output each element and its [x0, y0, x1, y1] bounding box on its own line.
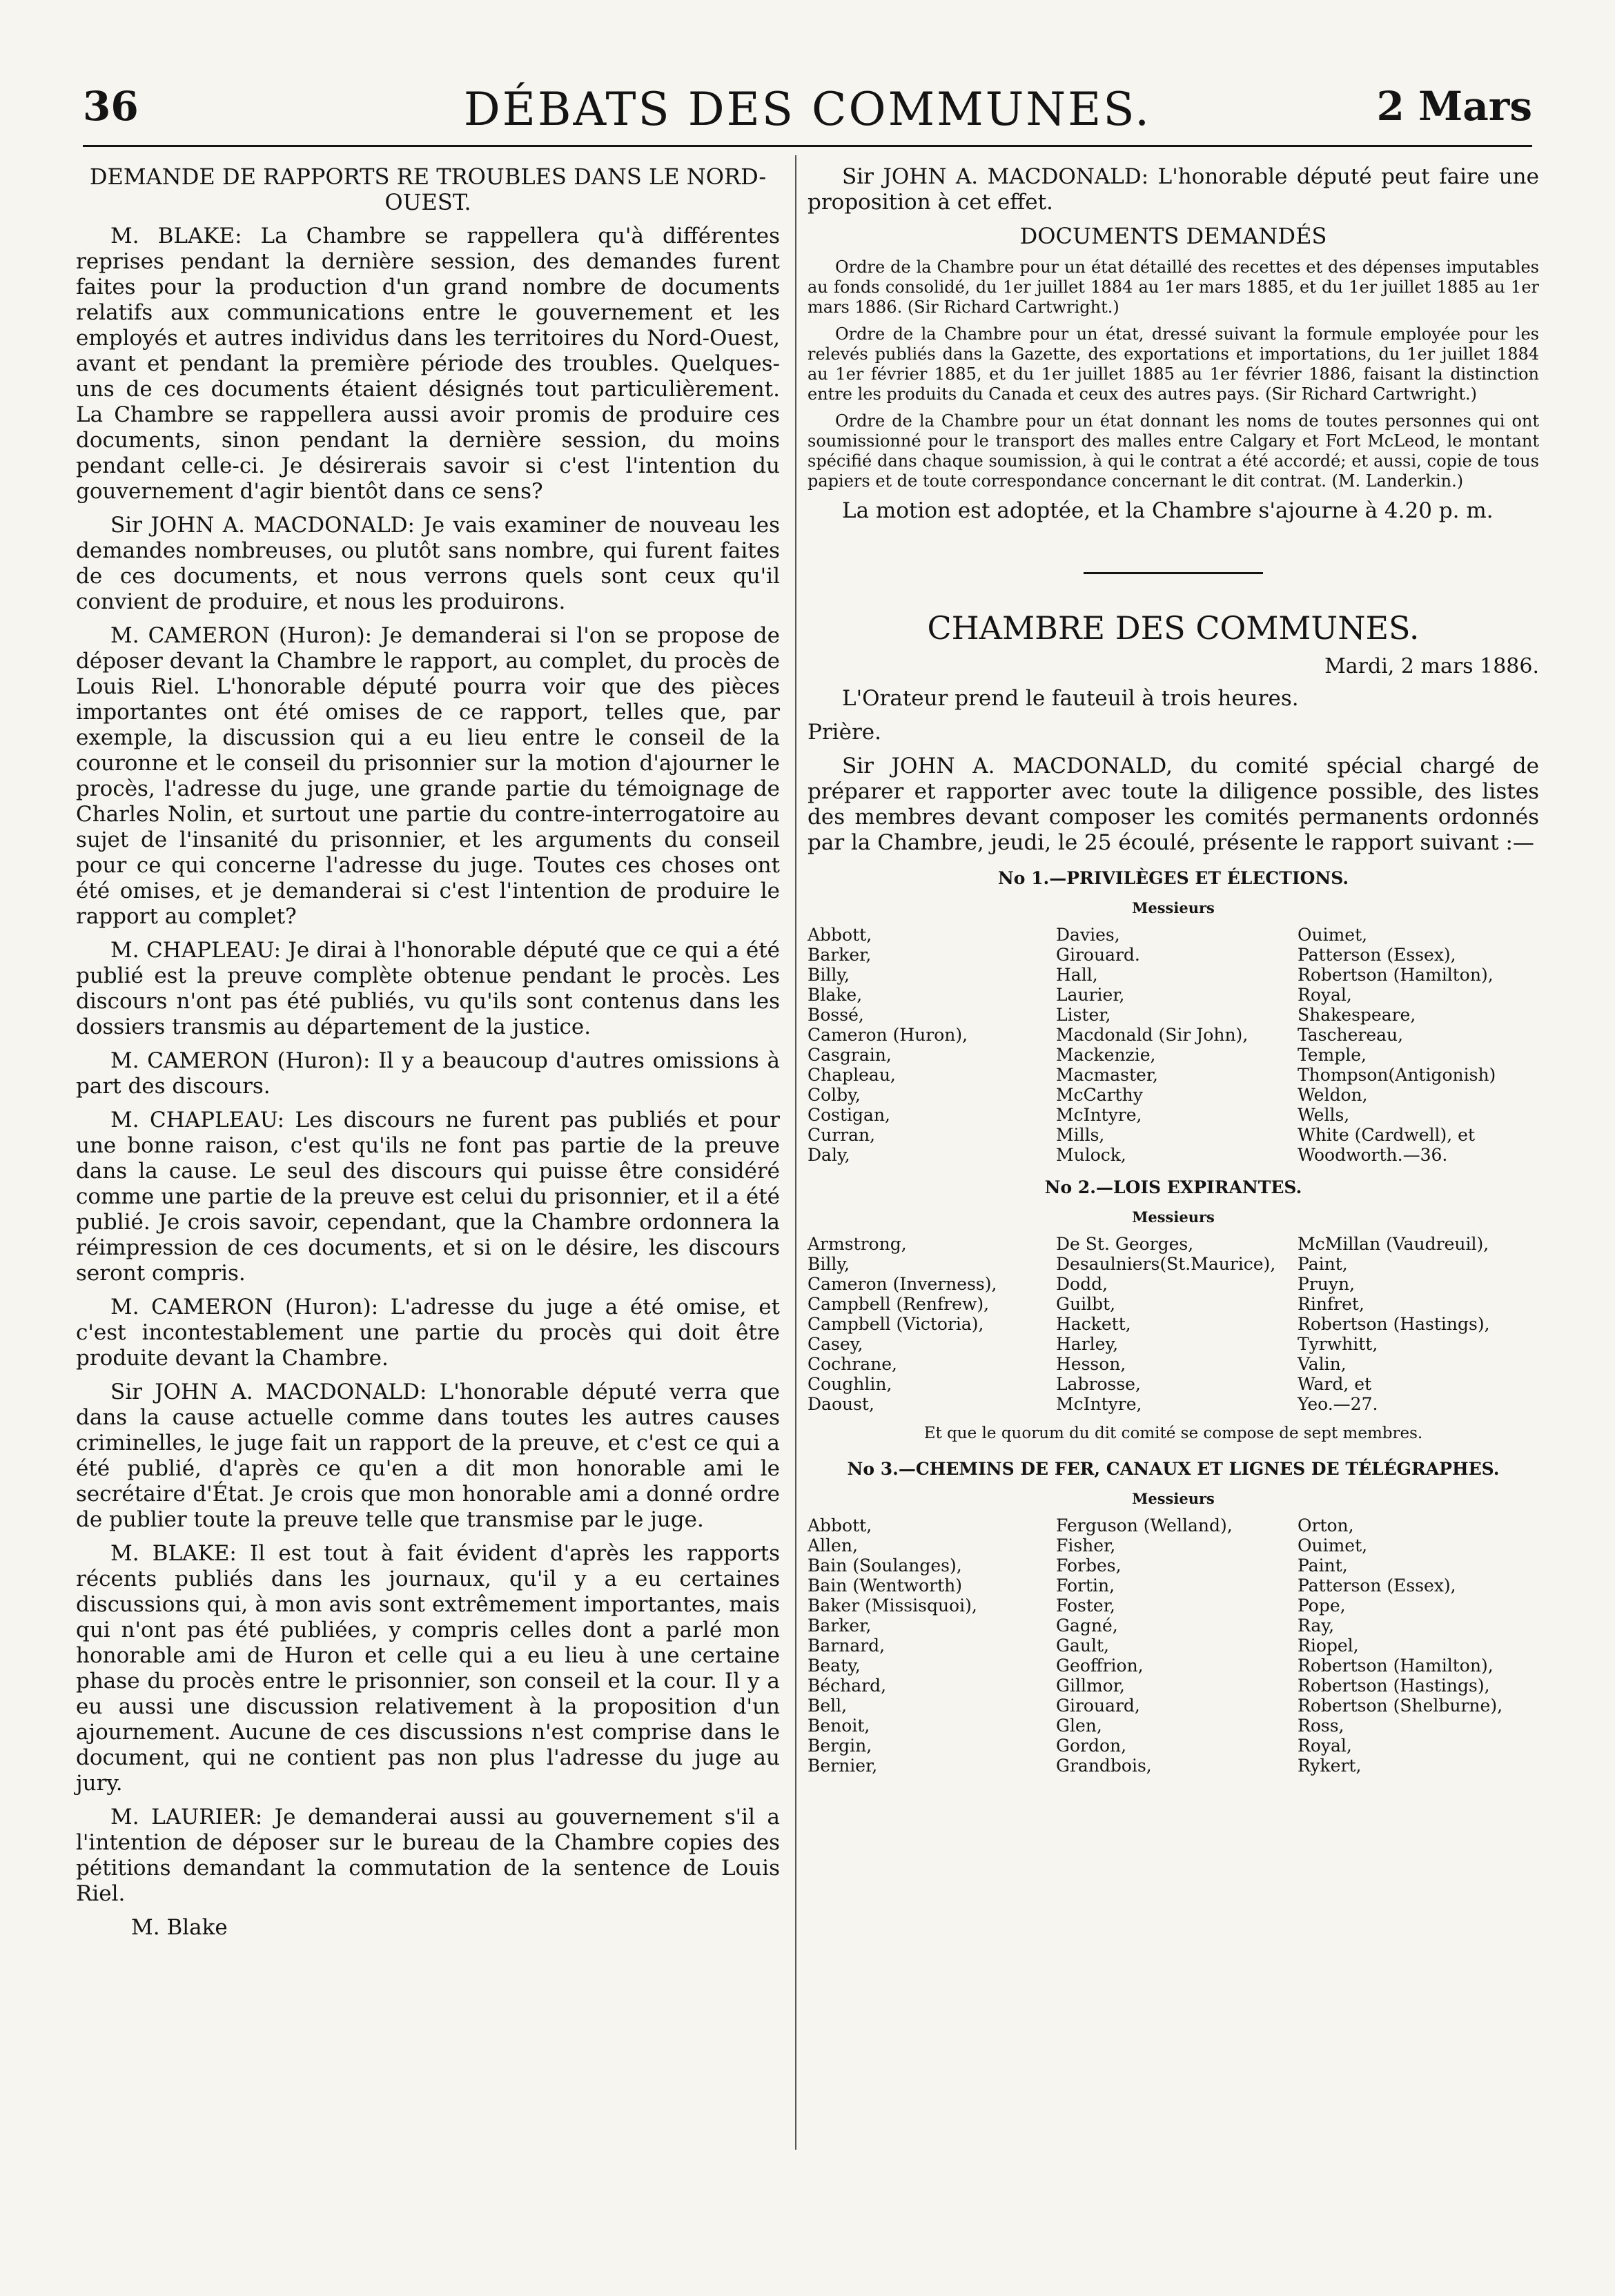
paragraph: M. CAMERON (Huron): Je demanderai si l'on se propose de déposer devant la Chambre le rapport, au complet, du procès de Louis Riel. L'honorable député pourra voir que des pièces importantes ont été omises de ce rapport, telles que, par exemple, la discussion qui a eu lieu entre le conseil de la couronne et le conseil du prisonnier sur la motion d'ajourner le procès, l'adresse du juge, une grande partie du témoignage de Charles Nolin, et surtout une partie du contre-interrogatoire au sujet de l'insanité du prisonnier, et les arguments du conseil pour ce qui concerne l'adresse du juge. Toutes ces choses ont été omises, et je demanderai si c'est l'intention de produire le rapport au complet? [76, 623, 780, 929]
member-name: Patterson (Essex), [1298, 945, 1456, 965]
member-name: Davies, [1056, 925, 1120, 945]
member-name: McIntyre, [1056, 1105, 1142, 1125]
left-column [76, 164, 780, 1941]
member-name: Hesson, [1056, 1354, 1126, 1374]
member-name: Foster, [1056, 1596, 1115, 1616]
member-name: Patterson (Essex), [1298, 1576, 1456, 1596]
member-name: Glen, [1056, 1716, 1102, 1736]
member-name: Riopel, [1298, 1636, 1359, 1656]
member-name: Barker, [808, 1616, 872, 1636]
member-name: Colby, [808, 1085, 861, 1105]
page-header [83, 83, 1532, 138]
member-name: Daoust, [808, 1394, 874, 1414]
committee-title: No 1.—PRIVILÈGES ET ÉLECTIONS. [997, 868, 1349, 888]
member-name: Ferguson (Welland), [1056, 1515, 1233, 1535]
member-name: Macmaster, [1056, 1065, 1158, 1085]
member-name: Hall, [1056, 965, 1098, 985]
member-name: Harley, [1056, 1334, 1119, 1354]
member-name: Armstrong, [808, 1234, 907, 1254]
member-name: McIntyre, [1056, 1394, 1142, 1414]
paragraph: Sir JOHN A. MACDONALD: L'honorable député verra que dans la cause actuelle comme dans toutes les autres causes criminelles, le juge fait un rapport de la preuve, et c'est ce qui a été publié, d'après ce qu'en a dit mon honorable ami le secrétaire d'État. Je crois que mon honorable ami a donné ordre de publier toute la preuve telle que transmise par le juge. [76, 1380, 780, 1532]
member-name: Thompson(Antigonish) [1298, 1065, 1496, 1085]
member-name: Bossé, [808, 1005, 864, 1025]
member-name: Yeo.—27. [1298, 1394, 1378, 1414]
order-item: Ordre de la Chambre pour un état, dressé suivant la formule employée pour les relevés publiés dans la Gazette, des exportations et importations, du 1er juillet 1884 au 1er février 1885, et du 1er juillet 1885 au 1er février 1886, faisant la distinction entre les produits du Canada et ceux des autres pays. (Sir Richard Cartwright.) [808, 324, 1539, 404]
member-name: Bain (Soulanges), [808, 1556, 962, 1576]
member-name: Billy, [808, 1254, 850, 1274]
orders-block [808, 257, 1539, 491]
header-rule [83, 145, 1532, 147]
member-name: Beaty, [808, 1656, 861, 1676]
member-name: Gault, [1056, 1636, 1109, 1656]
member-name: Barnard, [808, 1636, 885, 1656]
member-name: Rinfret, [1298, 1294, 1364, 1314]
member-name: Paint, [1298, 1556, 1348, 1576]
member-name: Royal, [1298, 1736, 1352, 1756]
member-name: Girouard. [1056, 945, 1140, 965]
member-name: Grandbois, [1056, 1756, 1152, 1776]
order-item: Ordre de la Chambre pour un état détaillé des recettes et des dépenses imputables au fonds consolidé, du 1er juillet 1884 au 1er mars 1885, et du 1er juillet 1885 au 1er mars 1886. (Sir Richard Cartwright.) [808, 257, 1539, 317]
member-name: Laurier, [1056, 985, 1125, 1005]
member-name: Béchard, [808, 1676, 887, 1696]
paragraph: M. BLAKE: La Chambre se rappellera qu'à différentes reprises pendant la dernière session, des demandes furent faites pour la production d'un grand nombre de documents relatifs aux communications entre le gouvernement et les employés et autres individus dans les territoires du Nord-Ouest, avant et pendant la première période des troubles. Quelques-uns de ces documents étaient désignés tout particulièrement. La Chambre se rappellera aussi avoir promis de produire ces documents, sinon pendant la dernière session, du moins pendant celle-ci. Je désirerais savoir si c'est l'intention du gouvernement d'agir bientôt dans ce sens? [76, 224, 780, 504]
section-heading: DEMANDE DE RAPPORTS RE TROUBLES DANS LE NORD-OUEST. [89, 164, 767, 215]
member-name: Ross, [1298, 1716, 1344, 1736]
member-name: Pope, [1298, 1596, 1346, 1616]
chamber-title: CHAMBRE DES COMMUNES. [927, 609, 1420, 647]
name-column [1056, 1234, 1298, 1414]
member-name: Temple, [1298, 1045, 1367, 1065]
member-name: Gordon, [1056, 1736, 1127, 1756]
dateline: Mardi, 2 mars 1886. [1324, 654, 1539, 678]
quorum-note: Et que le quorum du dit comité se compose de sept membres. [923, 1424, 1423, 1442]
member-name: Costigan, [808, 1105, 891, 1125]
paragraph: Sir JOHN A. MACDONALD: L'honorable député peut faire une proposition à cet effet. [808, 164, 1539, 215]
name-column [1298, 1234, 1539, 1414]
member-name: Curran, [808, 1125, 876, 1145]
member-name: Gillmor, [1056, 1676, 1125, 1696]
member-name: Geoffrion, [1056, 1656, 1144, 1676]
report-paragraph: Sir JOHN A. MACDONALD, du comité spécial chargé de préparer et rapporter avec toute la diligence possible, des listes des membres devant composer les comités permanents ordonnés par la Chambre, jeudi, le 25 écoulé, présente le rapport suivant :— [808, 754, 1539, 855]
member-name: Macdonald (Sir John), [1056, 1025, 1249, 1045]
member-name: Robertson (Hamilton), [1298, 1656, 1494, 1676]
paragraph: M. CAMERON (Huron): L'adresse du juge a été omise, et c'est incontestablement une partie du procès qui doit être produite devant la Chambre. [76, 1295, 780, 1371]
member-name: Tyrwhitt, [1298, 1334, 1378, 1354]
name-list [808, 1234, 1539, 1414]
member-name: Abbott, [808, 925, 872, 945]
name-column [1056, 1515, 1298, 1776]
paragraph: M. CHAPLEAU: Je dirai à l'honorable député que ce qui a été publié est la preuve complète obtenue pendant le procès. Les discours n'ont pas été publiés, vu qu'ils sont contenus dans les dossiers transmis au département de la justice. [76, 938, 780, 1039]
paragraph: M. BLAKE: Il est tout à fait évident d'après les rapports récents publiés dans les journaux, qu'il y a eu certaines discussions qui, à mon avis sont extrêmement importantes, mais qui n'ont pas été publiées, y compris celles dont a parlé mon honorable ami de Huron et celle qui a eu lieu à une certaine phase du procès entre le prisonnier, son conseil et la cour. Il y a eu aussi une discussion relativement à la proposition d'un ajournement. Aucune de ces discussions n'est comprise dans le document, qui ne contient pas non plus l'adresse du juge au jury. [76, 1541, 780, 1796]
member-name: Bernier, [808, 1756, 878, 1776]
member-name: Cameron (Inverness), [808, 1274, 997, 1294]
member-name: Abbott, [808, 1515, 872, 1535]
member-name: Labrosse, [1056, 1374, 1141, 1394]
member-name: Woodworth.—36. [1298, 1145, 1448, 1165]
member-name: Ouimet, [1298, 1535, 1368, 1556]
order-item: Ordre de la Chambre pour un état donnant les noms de toutes personnes qui ont soumissionné pour le transport des malles entre Calgary et Fort McLeod, le montant spécifié dans chaque soumission, à qui le contrat a été accordé; et aussi, copie de tous papiers et de toute correspondance concernant le dit contrat. (M. Landerkin.) [808, 411, 1539, 491]
name-column [808, 1234, 1056, 1414]
member-name: Lister, [1056, 1005, 1111, 1025]
name-column [808, 1515, 1056, 1776]
member-name: McCarthy [1056, 1085, 1143, 1105]
name-column [1298, 1515, 1539, 1776]
member-name: Fisher, [1056, 1535, 1116, 1556]
member-name: Weldon, [1298, 1085, 1368, 1105]
name-column [1298, 925, 1539, 1165]
signature: M. Blake [131, 1915, 228, 1940]
right-column [808, 164, 1539, 1776]
member-name: Bain (Wentworth) [808, 1576, 962, 1596]
member-name: Paint, [1298, 1254, 1348, 1274]
name-column [1056, 925, 1298, 1165]
name-list [808, 925, 1539, 1165]
name-column [808, 925, 1056, 1165]
column-divider [795, 155, 796, 2150]
paragraph: M. CHAPLEAU: Les discours ne furent pas publiés et pour une bonne raison, c'est qu'ils ne font pas partie de la preuve dans la cause. Le seul des discours qui puisse être considéré comme une partie de la preuve est celui du prisonnier, et il a été publié. Je crois savoir, cependant, que la Chambre ordonnera la réimpression de ces documents, et si on le désire, les discours seront compris. [76, 1108, 780, 1286]
member-name: Wells, [1298, 1105, 1350, 1125]
member-name: McMillan (Vaudreuil), [1298, 1234, 1489, 1254]
page-date: 2 Mars [1376, 83, 1532, 130]
member-name: Robertson (Hastings), [1298, 1676, 1490, 1696]
member-name: Girouard, [1056, 1696, 1140, 1716]
member-name: Bell, [808, 1696, 848, 1716]
name-list [808, 1515, 1539, 1776]
member-name: Fortin, [1056, 1576, 1115, 1596]
member-name: Barker, [808, 945, 872, 965]
paragraph: Sir JOHN A. MACDONALD: Je vais examiner de nouveau les demandes nombreuses, ou plutôt sans nombre, qui furent faites de ces documents, et nous verrons quels sont ceux qu'il convient de produire, et nous les produirons. [76, 513, 780, 614]
member-name: Allen, [808, 1535, 858, 1556]
member-name: Robertson (Shelburne), [1298, 1696, 1503, 1716]
member-name: Casgrain, [808, 1045, 892, 1065]
member-name: De St. Georges, [1056, 1234, 1194, 1254]
committee-title: No 2.—LOIS EXPIRANTES. [1044, 1177, 1302, 1197]
member-name: Dodd, [1056, 1274, 1108, 1294]
motion-text: La motion est adoptée, et la Chambre s'ajourne à 4.20 p. m. [842, 498, 1494, 523]
member-name: Orton, [1298, 1515, 1354, 1535]
member-name: Forbes, [1056, 1556, 1122, 1576]
member-name: Ouimet, [1298, 925, 1368, 945]
separator [1084, 572, 1263, 574]
member-name: Pruyn, [1298, 1274, 1355, 1294]
messieurs-label: Messieurs [1132, 1490, 1215, 1507]
member-name: Hackett, [1056, 1314, 1131, 1334]
member-name: Bergin, [808, 1736, 872, 1756]
committee-title: No 3.—CHEMINS DE FER, CANAUX ET LIGNES DE TÉLÉGRAPHES. [847, 1459, 1500, 1479]
member-name: Desaulniers(St.Maurice), [1056, 1254, 1276, 1274]
member-name: Campbell (Renfrew), [808, 1294, 990, 1314]
member-name: Coughlin, [808, 1374, 892, 1394]
member-name: Robertson (Hastings), [1298, 1314, 1490, 1334]
member-name: Guilbt, [1056, 1294, 1116, 1314]
member-name: Valin, [1298, 1354, 1347, 1374]
member-name: Royal, [1298, 985, 1352, 1005]
member-name: Blake, [808, 985, 863, 1005]
member-name: Chapleau, [808, 1065, 896, 1085]
priere-line: Prière. [808, 720, 881, 745]
member-name: Casey, [808, 1334, 863, 1354]
page-number: 36 [83, 83, 139, 130]
paragraph: M. LAURIER: Je demanderai aussi au gouvernement s'il a l'intention de déposer sur le bureau de la Chambre copies des pétitions demandant la commutation de la sentence de Louis Riel. [76, 1805, 780, 1906]
member-name: Taschereau, [1298, 1025, 1404, 1045]
orateur-line: L'Orateur prend le fauteuil à trois heures. [842, 686, 1299, 711]
page-title: DÉBATS DES COMMUNES. [463, 83, 1152, 136]
member-name: Robertson (Hamilton), [1298, 965, 1494, 985]
member-name: Ward, et [1298, 1374, 1372, 1394]
documents-heading: DOCUMENTS DEMANDÉS [1019, 223, 1327, 249]
member-name: White (Cardwell), et [1298, 1125, 1475, 1145]
member-name: Ray, [1298, 1616, 1335, 1636]
member-name: Cochrane, [808, 1354, 897, 1374]
member-name: Campbell (Victoria), [808, 1314, 984, 1334]
member-name: Rykert, [1298, 1756, 1362, 1776]
paragraph: M. CAMERON (Huron): Il y a beaucoup d'autres omissions à part des discours. [76, 1048, 780, 1099]
member-name: Billy, [808, 965, 850, 985]
member-name: Mackenzie, [1056, 1045, 1156, 1065]
member-name: Shakespeare, [1298, 1005, 1416, 1025]
member-name: Baker (Missisquoi), [808, 1596, 977, 1616]
member-name: Gagné, [1056, 1616, 1118, 1636]
messieurs-label: Messieurs [1132, 899, 1215, 916]
member-name: Daly, [808, 1145, 850, 1165]
member-name: Benoit, [808, 1716, 870, 1736]
member-name: Mulock, [1056, 1145, 1126, 1165]
messieurs-label: Messieurs [1132, 1208, 1215, 1226]
member-name: Cameron (Huron), [808, 1025, 968, 1045]
member-name: Mills, [1056, 1125, 1105, 1145]
